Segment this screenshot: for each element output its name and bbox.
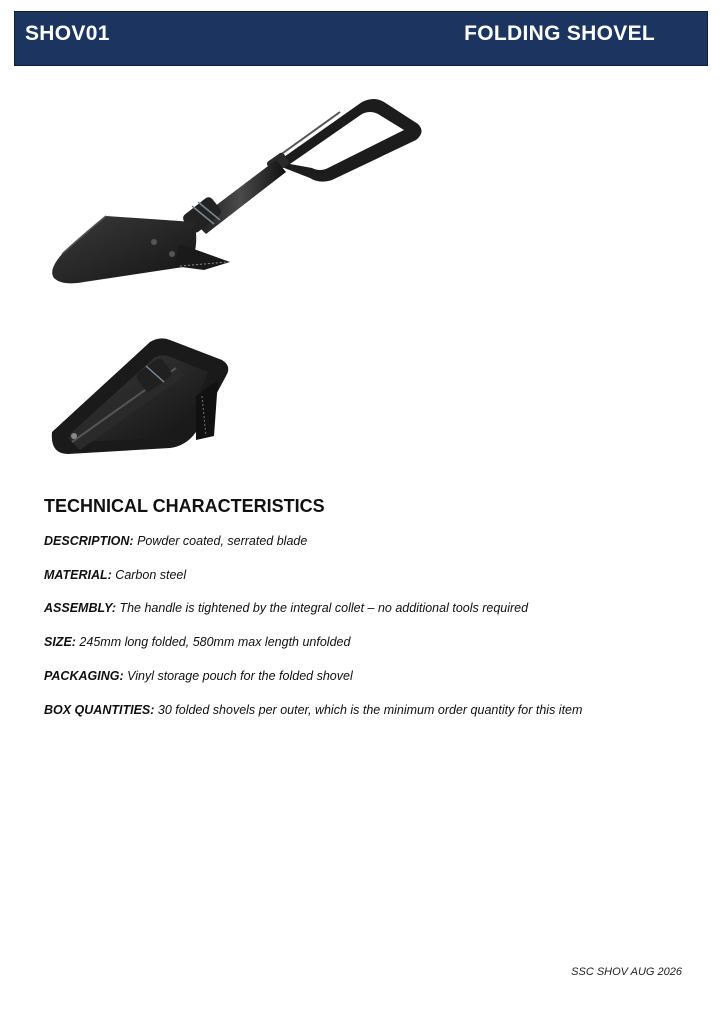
spec-label: SIZE: xyxy=(44,635,76,649)
spec-packaging xyxy=(44,669,353,683)
header-banner xyxy=(14,11,708,66)
spec-assembly xyxy=(44,601,528,615)
spec-value: 30 folded shovels per outer, which is the minimum order quantity for this item xyxy=(154,703,583,717)
spec-label: MATERIAL: xyxy=(44,568,112,582)
shovel-unfolded-image xyxy=(44,94,426,290)
technical-characteristics-heading: TECHNICAL CHARACTERISTICS xyxy=(44,496,325,516)
spec-material xyxy=(44,568,186,582)
shovel-folded-image xyxy=(46,336,232,464)
spec-label: DESCRIPTION: xyxy=(44,534,134,548)
spec-label: BOX QUANTITIES: xyxy=(44,703,155,717)
spec-value: Carbon steel xyxy=(111,568,187,582)
spec-label: PACKAGING: xyxy=(44,669,124,683)
spec-description xyxy=(44,534,307,548)
spec-value: 245mm long folded, 580mm max length unfolded xyxy=(75,635,351,649)
spec-size xyxy=(44,635,350,649)
spec-value: The handle is tightened by the integral collet – no additional tools required xyxy=(116,601,529,615)
spec-value: Vinyl storage pouch for the folded shovel xyxy=(123,669,353,683)
product-title: FOLDING SHOVEL xyxy=(464,22,655,45)
document-footer: SSC SHOV AUG 2026 xyxy=(571,966,682,978)
product-code: SHOV01 xyxy=(25,22,110,45)
spec-value: Powder coated, serrated blade xyxy=(133,534,308,548)
spec-label: ASSEMBLY: xyxy=(44,601,116,615)
spec-box-quantities xyxy=(44,703,582,717)
